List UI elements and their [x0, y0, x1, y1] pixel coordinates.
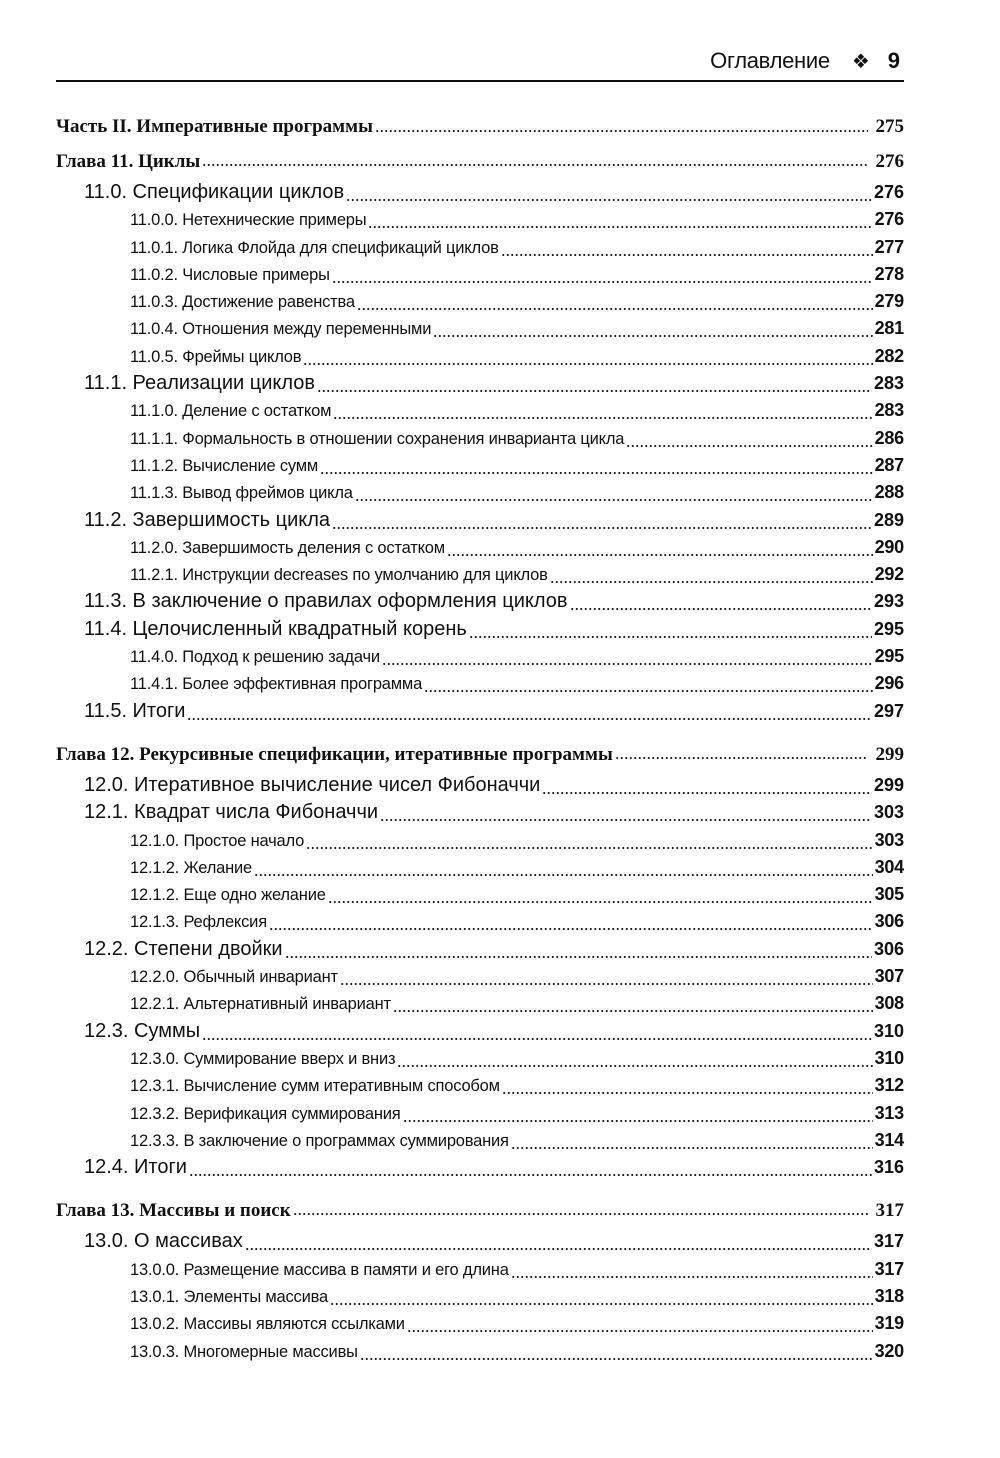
dot-leader [285, 936, 872, 963]
page-number: 9 [887, 48, 900, 73]
toc-entry [56, 315, 904, 342]
dot-leader [626, 425, 872, 452]
toc-entry-page: 276 [874, 209, 904, 230]
toc-entry [56, 854, 904, 881]
dot-leader [306, 827, 872, 854]
toc-entry [56, 343, 904, 370]
toc-entry-title: 13.0.3. Многомерные массивы [130, 1342, 358, 1361]
toc-entry-page: 313 [874, 1102, 904, 1123]
toc-entry-page: 282 [874, 345, 904, 366]
toc-entry-page: 295 [874, 646, 904, 667]
toc-entry-page: 319 [874, 1313, 904, 1334]
toc-entry-title: 12.1.0. Простое начало [130, 831, 305, 850]
dot-leader [332, 261, 873, 288]
toc-entry-page: 288 [874, 482, 904, 503]
toc-entry-title: 11.1.2. Вычисление сумм [130, 456, 319, 475]
toc-entry-title: 12.2.1. Альтернативный инвариант [130, 995, 391, 1014]
toc-entry-page: 310 [874, 1047, 904, 1068]
dot-leader [382, 643, 873, 670]
dot-leader [355, 479, 873, 506]
dot-leader [317, 370, 872, 397]
toc-entry-page: 317 [873, 1231, 904, 1252]
toc-entry [56, 588, 904, 615]
toc-entry [56, 963, 904, 990]
toc-entry-title: Глава 12. Рекурсивные спецификации, итеративные программы [56, 743, 613, 765]
toc-entry [56, 206, 904, 233]
toc-entry-title: 11.4.0. Подход к решению задачи [130, 648, 380, 667]
dot-leader [407, 1310, 873, 1337]
dot-leader [511, 1256, 873, 1283]
toc-entry-title: 12.1. Квадрат числа Фибоначчи [84, 801, 379, 824]
dot-leader [360, 1338, 873, 1365]
toc-entry-page: 293 [873, 591, 904, 612]
dot-leader [187, 698, 871, 725]
toc-entry-title: 11.2. Завершимость цикла [84, 508, 331, 531]
toc-entry [56, 881, 904, 908]
toc-entry-title: 12.3.1. Вычисление сумм итеративным способом [130, 1077, 500, 1096]
toc-entry [56, 643, 904, 670]
toc-entry-title: 13.0. О массивах [84, 1230, 243, 1253]
toc-entry-title: 11.0.2. Числовые примеры [130, 265, 330, 284]
dot-leader [433, 315, 872, 342]
toc-entry-title: 12.1.2. Желание [130, 858, 253, 877]
table-of-contents [56, 110, 904, 1365]
dot-leader [293, 1193, 868, 1220]
toc-entry-page: 317 [874, 1258, 904, 1279]
toc-entry [56, 397, 904, 424]
toc-entry-title: Часть II. Императивные программы [56, 116, 373, 137]
header-rule [56, 80, 904, 82]
dot-leader [424, 670, 873, 697]
toc-entry-page: 304 [874, 856, 904, 877]
toc-entry [56, 561, 904, 588]
toc-entry [56, 1283, 904, 1310]
toc-entry [56, 110, 904, 144]
toc-entry-title: 11.0.5. Фреймы циклов [130, 347, 302, 366]
toc-entry-title: 11.2.1. Инструкции decreases по умолчанию для циклов [130, 566, 548, 585]
toc-entry [56, 1127, 904, 1154]
toc-entry-page: 292 [874, 564, 904, 585]
toc-entry-title: 11.0.3. Достижение равенства [130, 293, 355, 312]
toc-entry-title: 12.1.3. Рефлексия [130, 913, 267, 932]
toc-entry-title: Глава 11. Циклы [56, 151, 201, 172]
toc-entry-page: 306 [874, 911, 904, 932]
dot-leader [403, 1100, 873, 1127]
dot-leader [357, 288, 873, 315]
toc-entry [56, 990, 904, 1017]
toc-entry [56, 1100, 904, 1127]
toc-entry [56, 1045, 904, 1072]
dot-leader [380, 799, 872, 826]
toc-entry-page: 314 [874, 1129, 904, 1150]
toc-entry [56, 1018, 904, 1045]
toc-entry-title: 12.1.2. Еще одно желание [130, 886, 326, 905]
dot-leader [202, 144, 867, 171]
dot-leader [368, 206, 872, 233]
toc-entry-page: 308 [874, 993, 904, 1014]
dot-leader [245, 1228, 872, 1255]
toc-entry [56, 479, 904, 506]
toc-entry-title: 11.5. Итоги [84, 699, 186, 722]
toc-entry-title: 13.0.0. Размещение массива в памяти и его длина [130, 1260, 509, 1279]
toc-entry [56, 698, 904, 725]
toc-entry [56, 1310, 904, 1337]
toc-entry-page: 286 [874, 427, 904, 448]
toc-entry [56, 370, 904, 397]
dot-leader [393, 990, 873, 1017]
toc-entry [56, 908, 904, 935]
toc-entry-page: 306 [873, 938, 904, 959]
toc-entry-page: 289 [873, 509, 904, 530]
toc-entry [56, 452, 904, 479]
toc-entry-page: 279 [874, 291, 904, 312]
toc-entry-title: 12.3.0. Суммирование вверх и вниз [130, 1049, 396, 1068]
toc-entry [56, 261, 904, 288]
toc-entry-title: Глава 13. Массивы и поиск [56, 1200, 291, 1222]
toc-entry [56, 144, 904, 179]
toc-entry-page: 278 [874, 263, 904, 284]
running-head [56, 48, 900, 74]
toc-entry [56, 737, 904, 772]
toc-entry-title: 11.3. В заключение о правилах оформления циклов [84, 590, 568, 613]
dot-leader [202, 1018, 872, 1045]
toc-entry-page: 317 [875, 1200, 904, 1222]
toc-entry-title: 11.1. Реализации циклов [84, 372, 315, 395]
toc-entry [56, 288, 904, 315]
toc-entry-title: 11.0.0. Нетехнические примеры [130, 211, 367, 230]
toc-entry-page: 320 [874, 1340, 904, 1361]
toc-entry-title: 11.1.0. Деление с остатком [130, 402, 332, 421]
toc-entry [56, 799, 904, 826]
dot-leader [375, 110, 868, 137]
toc-entry [56, 772, 904, 799]
toc-entry-title: 13.0.2. Массивы являются ссылками [130, 1315, 405, 1334]
toc-entry-title: 12.2. Степени двойки [84, 937, 283, 960]
toc-entry [56, 670, 904, 697]
toc-entry-title: 12.4. Итоги [84, 1156, 187, 1179]
toc-entry [56, 1193, 904, 1228]
dot-leader [254, 854, 873, 881]
dot-leader [502, 1072, 873, 1099]
toc-entry [56, 534, 904, 561]
toc-entry-page: 305 [874, 884, 904, 905]
toc-entry-title: 11.0.4. Отношения между переменными [130, 320, 432, 339]
toc-entry-page: 275 [875, 116, 904, 137]
dot-leader [328, 881, 873, 908]
toc-entry-page: 295 [873, 618, 904, 639]
dot-leader [511, 1127, 873, 1154]
toc-entry-page: 276 [873, 182, 904, 202]
toc-entry-title: 11.2.0. Завершимость деления с остатком [130, 538, 445, 557]
toc-entry-page: 307 [874, 966, 904, 987]
toc-entry [56, 1256, 904, 1283]
dot-leader [189, 1154, 872, 1181]
dot-leader [570, 588, 872, 615]
dot-leader [303, 343, 872, 370]
toc-entry-title: 12.3. Суммы [84, 1019, 201, 1042]
toc-entry [56, 425, 904, 452]
toc-entry [56, 1154, 904, 1181]
dot-leader [332, 507, 872, 534]
toc-entry-page: 299 [875, 743, 904, 765]
running-head-title: Оглавление [710, 48, 830, 73]
dot-leader [550, 561, 873, 588]
toc-entry-title: 11.0.1. Логика Флойда для спецификаций циклов [130, 238, 499, 257]
toc-entry-page: 283 [874, 400, 904, 421]
ornament-icon: ❖ [851, 51, 870, 73]
toc-entry-title: 11.4.1. Более эффективная программа [130, 675, 423, 694]
dot-leader [320, 452, 873, 479]
toc-entry-page: 277 [874, 236, 904, 257]
dot-leader [501, 234, 873, 261]
toc-entry-page: 276 [875, 151, 904, 172]
toc-entry-title: 12.2.0. Обычный инвариант [130, 968, 338, 987]
dot-leader [333, 397, 872, 424]
toc-entry [56, 507, 904, 534]
toc-entry-page: 303 [874, 829, 904, 850]
toc-entry-title: 11.4. Целочисленный квадратный корень [84, 617, 467, 640]
dot-leader [542, 772, 872, 799]
dot-leader [340, 963, 873, 990]
toc-entry-title: 13.0.1. Элементы массива [130, 1287, 328, 1306]
toc-entry-page: 312 [874, 1075, 904, 1096]
toc-entry-title: 11.1.1. Формальность в отношении сохранения инварианта цикла [130, 429, 625, 448]
dot-leader [469, 616, 872, 643]
dot-leader [615, 737, 868, 764]
dot-leader [447, 534, 873, 561]
toc-entry [56, 616, 904, 643]
toc-entry-title: 12.0. Итеративное вычисление чисел Фибоначчи [84, 773, 541, 796]
toc-entry [56, 179, 904, 206]
toc-entry-page: 303 [873, 802, 904, 823]
toc-entry-page: 299 [873, 774, 904, 795]
dot-leader [397, 1045, 872, 1072]
toc-entry-page: 290 [874, 536, 904, 557]
toc-entry [56, 1338, 904, 1365]
toc-entry-title: 11.0. Спецификации циклов [84, 181, 345, 203]
toc-entry-page: 310 [873, 1020, 904, 1041]
dot-leader [330, 1283, 873, 1310]
toc-entry-page: 281 [874, 318, 904, 339]
dot-leader [346, 179, 872, 206]
dot-leader [269, 908, 873, 935]
toc-entry [56, 234, 904, 261]
toc-entry-page: 296 [874, 673, 904, 694]
toc-entry-title: 11.1.3. Вывод фреймов цикла [130, 484, 353, 503]
toc-entry [56, 1228, 904, 1255]
toc-entry-page: 318 [874, 1285, 904, 1306]
toc-entry-page: 316 [873, 1157, 904, 1178]
toc-entry-page: 283 [873, 373, 904, 394]
toc-entry [56, 936, 904, 963]
toc-entry [56, 1072, 904, 1099]
toc-entry-title: 12.3.3. В заключение о программах суммирования [130, 1131, 509, 1150]
toc-entry-title: 12.3.2. Верификация суммирования [130, 1104, 401, 1123]
toc-entry-page: 287 [874, 454, 904, 475]
toc-entry [56, 827, 904, 854]
toc-entry-page: 297 [873, 700, 904, 721]
